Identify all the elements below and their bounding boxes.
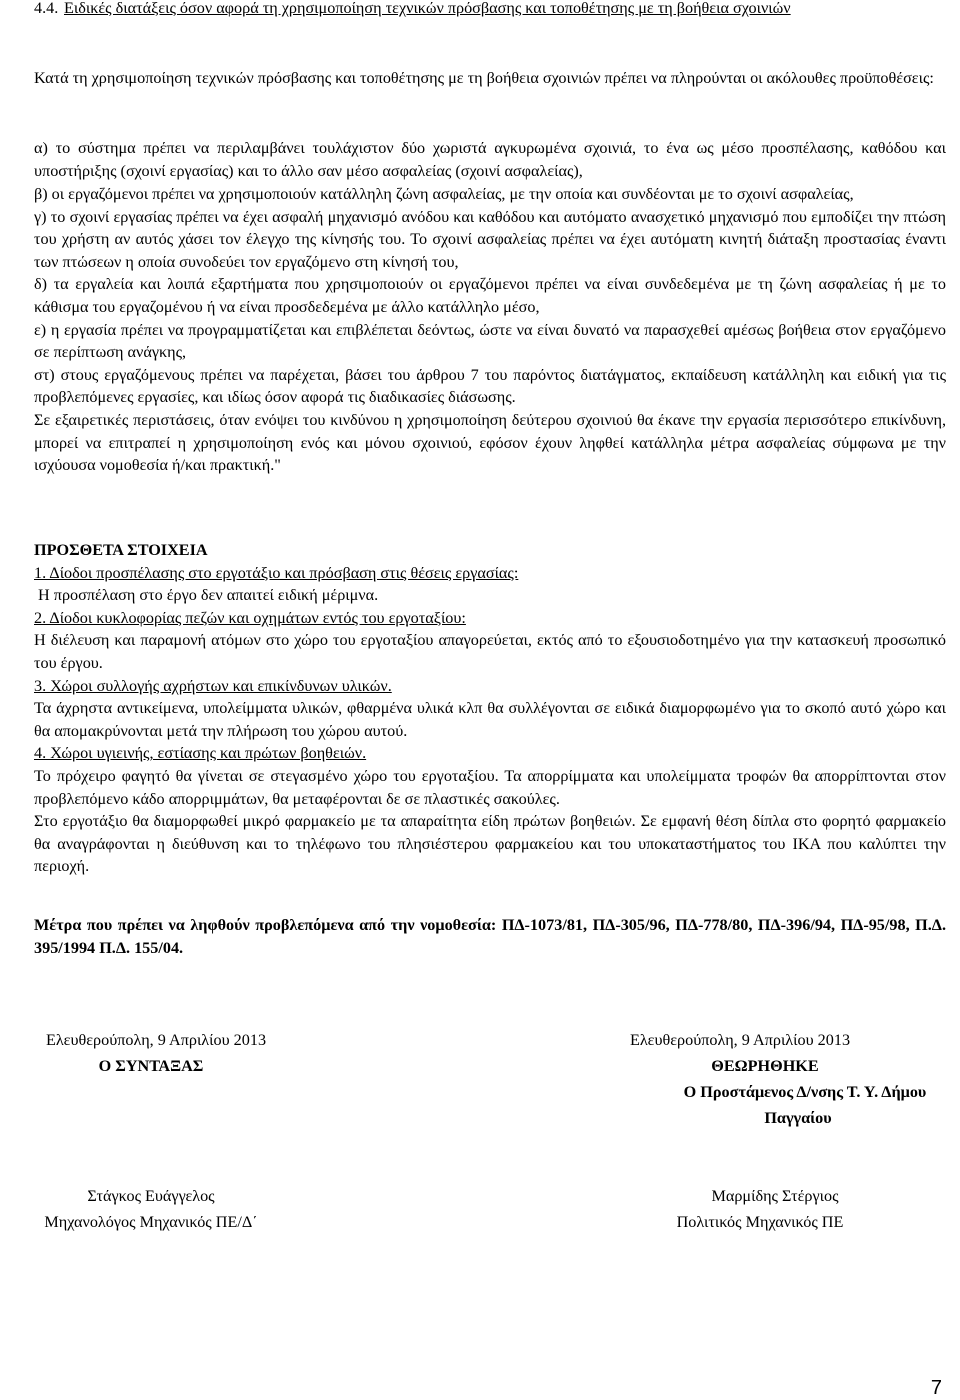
right-date: Ελευθερούπολη, 9 Απριλίου 2013 [629,1031,851,1049]
subsection-3-title: 3. Χώροι συλλογής αχρήστων και επικίνδυνων υλικών. [34,676,392,695]
signature-block-right [610,1027,960,1235]
right-office-line1: Ο Προστάμενος Δ/νσης Τ. Υ. Δήμου [683,1083,927,1101]
right-name: Μαρμίδης Στέργιος [711,1187,839,1205]
item-f: στ) στους εργαζόμενους πρέπει να παρέχεται, βάσει του άρθρου 7 του παρόντος διατάγματος, εκπαίδευση κατάλληλη και ειδική για τις προβλεπόμενες εργασίες, και ιδίως όσον αφορά τις διαδικασίες διάσωσης. [34,365,946,407]
right-role: ΘΕΩΡΗΘΗΚΕ [711,1057,819,1075]
additional-heading: ΠΡΟΣΘΕΤΑ ΣΤΟΙΧΕΙΑ [34,541,208,559]
section-number: 4.4. [34,0,59,17]
item-c: γ) το σχοινί εργασίας πρέπει να έχει ασφαλή μηχανισμό ανόδου και καθόδου και αυτόματο ανασχετικό μηχανισμό που εμποδίζει την πτώση του χρήστη αν αυτός χάσει τον έλεγχο της κίνησής του. Το σχοινί ασφαλείας πρέπει να έχει αυτόματη κινητή διάταξη προστασίας έναντι των πτώσεων η οποία συνοδεύει τον εργαζόμενο στη κίνησή του, [34,207,946,271]
left-date: Ελευθερούπολη, 9 Απριλίου 2013 [45,1031,267,1049]
subsection-1-title: 1. Δίοδοι προσπέλασης στο εργοτάξιο και πρόσβαση στις θέσεις εργασίας: [34,563,519,582]
additional-info [34,539,946,878]
item-b: β) οι εργαζόμενοι πρέπει να χρησιμοποιούν κατάλληλη ζώνη ασφαλείας, με την οποία και συνδέονται με το σχοινί ασφαλείας, [34,185,854,203]
subsection-2-title: 2. Δίοδοι κυκλοφορίας πεζών και οχημάτων εντός του εργοταξίου: [34,608,466,627]
left-name: Στάγκος Ευάγγελος [87,1187,215,1205]
legislation-measures: Μέτρα που πρέπει να ληφθούν προβλεπόμενα από την νομοθεσία: ΠΔ-1073/81, ΠΔ-305/96, ΠΔ-778/80, ΠΔ-396/94, ΠΔ-95/98, Π.Δ. 395/1994 Π.Δ. 155/04. [34,916,946,957]
subsection-4-title: 4. Χώροι υγιεινής, εστίασης και πρώτων βοηθειών. [34,744,367,763]
signature-block-left [6,1027,306,1235]
page-number: 7 [930,1377,942,1399]
intro-paragraph: Κατά τη χρησιμοποίηση τεχνικών πρόσβασης και τοποθέτησης με τη βοήθεια σχοινιών πρέπει να πληρούνται οι ακόλουθες προϋποθέσεις: [34,69,934,87]
right-title: Πολιτικός Μηχανικός ΠΕ [676,1213,844,1231]
subsection-4-body-2: Στο εργοτάξιο θα διαμορφωθεί μικρό φαρμακείο με τα απαραίτητα είδη πρώτων βοηθειών. Σε εμφανή θέση δίπλα στο φορητό φαρμακείο θα αναγράφονται η διεύθυνση και το τηλέφωνο του πλησιέστερου φαρμακείου και του υποκαταστήματος του ΙΚΑ που καλύπτει την περιοχή. [34,812,946,876]
subsection-3-body: Τα άχρηστα αντικείμενα, υπολείμματα υλικών, φθαρμένα υλικά κλπ θα συλλέγονται σε ειδικά διαμορφωμένο για το σκοπό αυτό χώρο και θα απομακρύνονται μετά την πλήρωση του χώρου αυτού. [34,699,946,740]
subsection-2-body: Η διέλευση και παραμονή ατόμων στο χώρο του εργοταξίου απαγορεύεται, εκτός από το εξουσιοδοτημένο για την κατασκευή προσωπικό του έργου. [34,631,946,672]
left-title: Μηχανολόγος Μηχανικός ΠΕ/Δ΄ [44,1213,258,1231]
item-e: ε) η εργασία πρέπει να προγραμματίζεται και επιβλέπεται δεόντως, ώστε να είναι δυνατό να παρασχεθεί αμέσως βοήθεια στον εργαζόμενο σε περίπτωση ανάγκης, [34,320,946,362]
subsection-4-body: Το πρόχειρο φαγητό θα γίνεται σε στεγασμένο χώρο του εργοταξίου. Τα απορρίμματα και υπολείμματα τροφών θα απορρίπτονται στον προβλεπόμενο κάδο απορριμμάτων, θα μεταφέρονται δε σε πλαστικές σακούλες. [34,766,946,808]
item-d: δ) τα εργαλεία και λοιπά εξαρτήματα που χρησιμοποιούν οι εργαζόμενοι πρέπει να είναι συνδεδεμένα με τη ζώνη ασφαλείας ή με το κάθισμα του εργαζομένου ή να είναι προσδεδεμένα με άλλο κατάλληλο μέσο, [34,275,946,316]
right-office-line2: Παγγαίου [764,1109,832,1127]
exception-paragraph: Σε εξαιρετικές περιστάσεις, όταν ενόψει του κινδύνου η χρησιμοποίηση δεύτερου σχοινιού θα έκανε την εργασία περισσότερο επικίνδυνη, μπορεί να επιτραπεί η χρησιμοποίηση ενός και μόνου σχοινιού, εφόσον έχουν ληφθεί κατάλληλα μέτρα ασφαλείας σύμφωνα με την ισχύουσα νομοθεσία ή/και πρακτική." [34,410,946,475]
items-list [34,183,946,477]
subsection-1-body: Η προσπέλαση στο έργο δεν απαιτεί ειδική μέριμνα. [34,586,379,605]
left-role: Ο ΣΥΝΤΑΞΑΣ [98,1057,204,1075]
item-a: α) το σύστημα πρέπει να περιλαμβάνει τουλάχιστον δύο χωριστά αγκυρωμένα σχοινιά, το ένα ως μέσο προσπέλασης, καθόδου και υποστήριξης (σχοινί εργασίας) και το άλλο σαν μέσο ασφαλείας (σχοινί ασφαλείας), [34,139,946,180]
section-title: Ειδικές διατάξεις όσον αφορά τη χρησιμοποίηση τεχνικών πρόσβασης και τοποθέτησης με τη βοήθεια σχοινιών [64,0,791,17]
section-heading [34,0,946,20]
